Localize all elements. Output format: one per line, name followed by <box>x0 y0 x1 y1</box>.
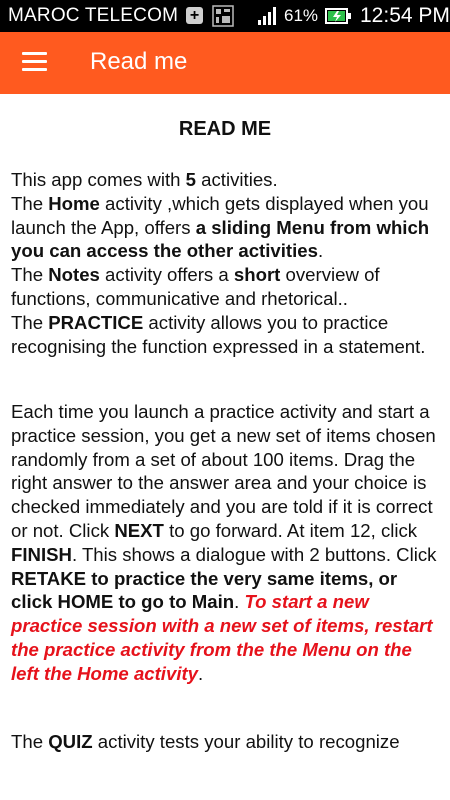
plus-notification-icon: + <box>186 7 203 24</box>
readme-heading: READ ME <box>178 118 272 140</box>
carrier-name: MAROC TELECOM <box>8 5 179 26</box>
battery-charging-icon <box>325 8 351 24</box>
status-bar <box>0 0 450 32</box>
intro-paragraph: This app comes with 5 activities. The Home activity ,which gets displayed when you launch the App, offers a sliding Menu from which you can access the other activities. The Notes activity offers a short overview of functions, communicative and rhetorical.. The PRACTICE activity allows you to practice recognising the function expressed in a statement. <box>11 169 430 357</box>
page-title: Read me <box>90 48 188 75</box>
quiz-paragraph: The QUIZ activity tests your ability to recognize <box>11 731 400 752</box>
grid-notification-icon <box>212 5 234 27</box>
readme-content[interactable] <box>0 94 450 800</box>
battery-percent: 61% <box>284 6 319 25</box>
signal-icon <box>257 6 277 26</box>
app-bar <box>0 32 450 94</box>
hamburger-menu-icon[interactable] <box>22 52 47 72</box>
practice-paragraph: Each time you launch a practice activity and start a practice session, you get a new set of items chosen randomly from a set of about 100 items. Drag the right answer to the answer area and your choice is checked immediately and you are told if it is correct or not. Click NEXT to go forward. At item 12, click FINISH. This shows a dialogue with 2 buttons. Click RETAKE to practice the very same items, or click HOME to go to Main. To start a new practice session with a new set of items, restart the practice activity from the the Menu on the left the Home activity. <box>11 401 437 684</box>
clock: 12:54 PM <box>360 4 450 27</box>
highlight-note: To start a new practice session with a new set of items, restart the practice activity from the the Menu on the left the Home activity <box>11 591 433 684</box>
